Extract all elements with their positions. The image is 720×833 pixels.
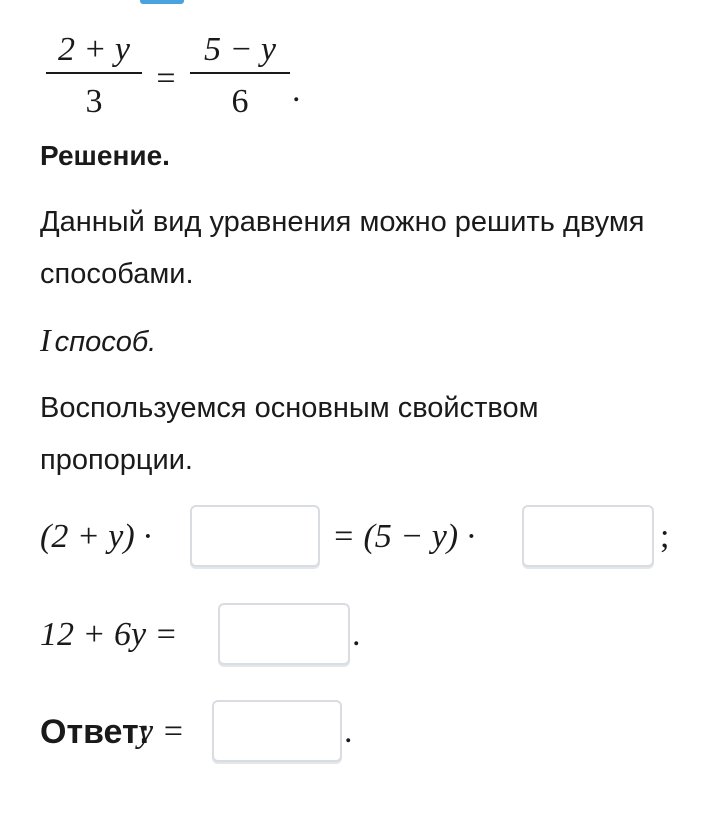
equation-period: .	[292, 72, 301, 109]
method-label: способ.	[54, 326, 157, 358]
step1-input-b[interactable]	[522, 505, 654, 567]
right-numerator: 5 − y	[203, 31, 277, 68]
method-numeral: I	[40, 322, 51, 358]
left-fraction	[46, 30, 142, 122]
left-fraction-bar	[46, 72, 142, 74]
solution-heading: Решение.	[40, 140, 170, 171]
step2-input[interactable]	[218, 603, 350, 665]
method-paragraph: Воспользуемся основным свойством пропорции.	[40, 392, 539, 476]
left-numerator: 2 + y	[57, 31, 131, 68]
step1-left-expr: (2 + y) ·	[40, 518, 152, 555]
answer-row	[40, 700, 380, 766]
step1-semicolon: ;	[660, 518, 670, 555]
top-accent-strip	[140, 0, 184, 4]
step2-period: .	[352, 616, 361, 653]
right-fraction	[190, 30, 290, 122]
intro-paragraph: Данный вид уравнения можно решить двумя способами.	[40, 206, 645, 290]
method-title	[40, 318, 156, 364]
right-fraction-bar	[190, 72, 290, 74]
right-denominator: 6	[231, 83, 249, 120]
answer-label: Ответ:	[40, 713, 150, 751]
proportion-step	[40, 505, 700, 571]
left-denominator: 3	[85, 83, 103, 120]
step2-left-expr: 12 + 6y =	[40, 616, 178, 653]
step1-input-a[interactable]	[190, 505, 320, 567]
step1-middle-expr: = (5 − y) ·	[332, 518, 476, 555]
equals-sign: =	[156, 60, 176, 97]
answer-input[interactable]	[212, 700, 342, 762]
answer-period: .	[344, 713, 353, 750]
answer-expr: y =	[138, 713, 185, 750]
fraction-equation	[40, 30, 340, 130]
linear-step	[40, 603, 380, 669]
